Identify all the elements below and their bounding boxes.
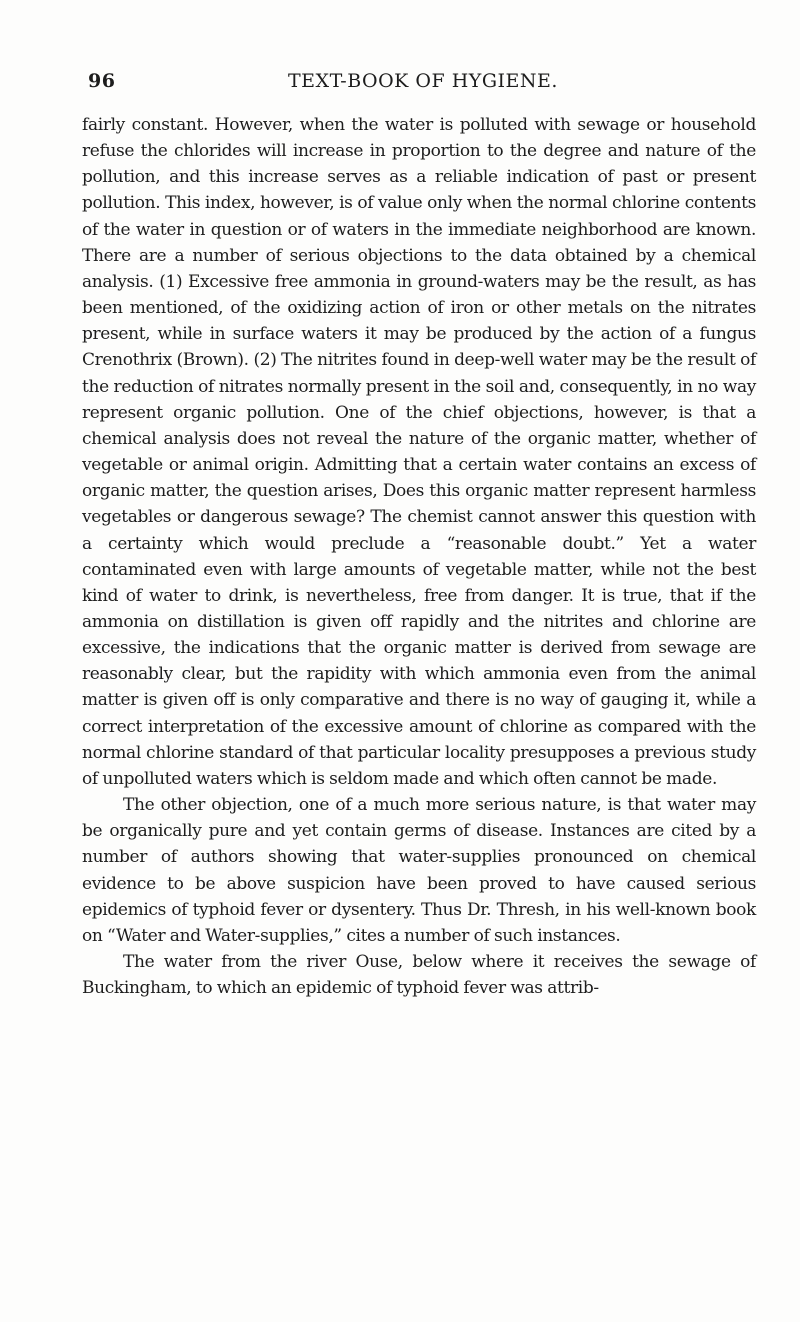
page-number: 96 — [88, 70, 116, 92]
paragraph-chemical-analysis: fairly constant. However, when the water is polluted with sewage or household refuse the chlorides will increase in proportion to the degree and nature of the pollution, and this increase serves as a reliable indication of past or present pollution. This index, however, is of value only when the normal chlorine contents of the water in question or of waters in the immediate neighborhood are known. There are a number of serious objections to the data obtained by a chemical analysis. (1) Excessive free ammonia in ground-waters may be the result, as has been mentioned, of the oxidizing action of iron or other metals on the nitrates present, while in surface waters it may be produced by the action of a fungus Crenothrix (Brown). (2) The nitrites found in deep-well water may be the result of the reduction of nitrates normally present in the soil and, consequently, in no way represent organic pollution. One of the chief objections, however, is that a chemical analysis does not reveal the nature of the organic matter, whether of vegetable or animal origin. Admitting that a certain water contains an excess of organic matter, the question arises, Does this organic matter represent harmless vegetables or dangerous sewage? The chemist cannot answer this question with a certainty which would preclude a “reasonable doubt.” Yet a water contaminated even with large amounts of vegetable matter, while not the best kind of water to drink, is nevertheless, free from danger. It is true, that if the ammonia on distillation is given off rapidly and the nitrites and chlorine are excessive, the indications that the organic matter is derived from sewage are reasonably clear, but the rapidity with which ammonia even from the animal matter is given off is only comparative and there is no way of gauging it, while a correct interpretation of the excessive amount of chlorine as compared with the normal chlorine standard of that particular locality presupposes a previous study of unpolluted waters which is seldom made and which often cannot be made. — [82, 115, 756, 789]
paragraph-other-objection: The other objection, one of a much more serious nature, is that water may be organically pure and yet contain germs of disease. Instances are cited by a number of authors showing that water-supplies pronounced on chemical evidence to be above suspicion have been proved to have caused serious epidemics of typhoid fever or dysentery. Thus Dr. Thresh, in his well-known book on “Water and Water-supplies,” cites a number of such instances. — [82, 795, 756, 946]
running-head — [88, 70, 748, 100]
book-title: TEXT-BOOK OF HYGIENE. — [288, 70, 558, 92]
body-text — [82, 112, 756, 1001]
paragraph-river-ouse: The water from the river Ouse, below where it receives the sewage of Buckingham, to which an epidemic of typhoid fever was attrib- — [82, 952, 756, 999]
